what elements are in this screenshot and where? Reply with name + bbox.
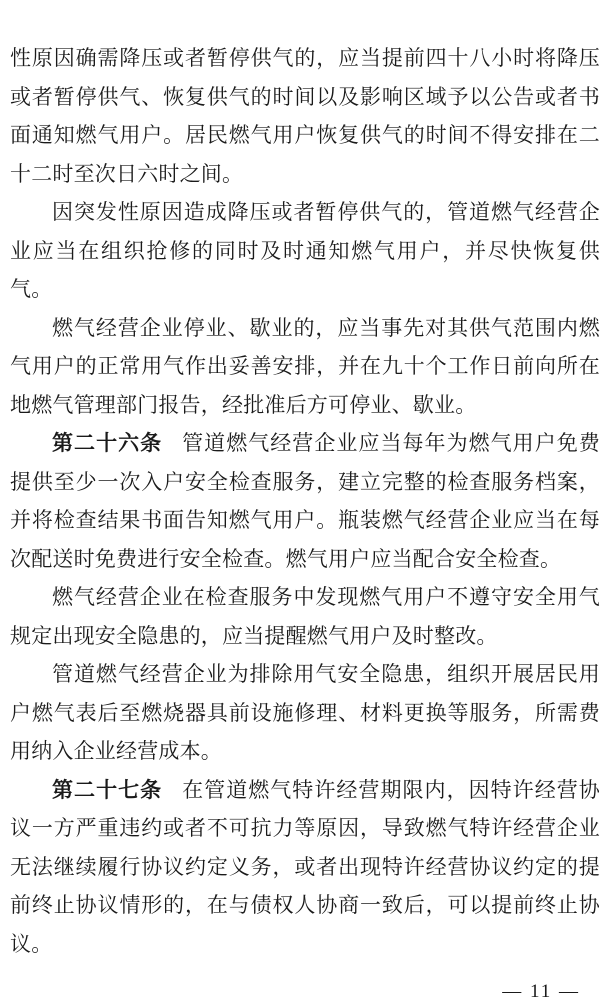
paragraph-safety-hazard-reminder: 燃气经营企业在检查服务中发现燃气用户不遵守安全用气规定出现安全隐患的，应当提醒燃气用户及时整改。 <box>10 585 600 648</box>
paragraph-supply-suspension-continued: 性原因确需降压或者暂停供气的，应当提前四十八小时将降压或者暂停供气、恢复供气的时间以及影响区域予以公告或者书面通知燃气用户。居民燃气用户恢复供气的时间不得安排在二十二时至次日六时之间。 <box>10 46 600 186</box>
paragraph-article-26 <box>10 424 600 578</box>
article-27-number: 第二十七条 <box>52 777 163 802</box>
article-26-number: 第二十六条 <box>52 431 163 455</box>
paragraph-emergency-pressure-drop: 因突发性原因造成降压或者暂停供气的，管道燃气经营企业应当在组织抢修的同时及时通知燃气用户，并尽快恢复供气。 <box>10 200 600 301</box>
paragraph-repair-services-cost: 管道燃气经营企业为排除用气安全隐患，组织开展居民用户燃气表后至燃烧器具前设施修理、材料更换等服务，所需费用纳入企业经营成本。 <box>10 662 600 763</box>
page-number: — 11 — <box>502 981 580 1002</box>
paragraph-business-closure: 燃气经营企业停业、歇业的，应当事先对其供气范围内燃气用户的正常用气作出妥善安排，并在九十个工作日前向所在地燃气管理部门报告，经批准后方可停业、歇业。 <box>10 315 600 417</box>
paragraph-article-27 <box>10 771 600 964</box>
article-26-text: 管道燃气经营企业应当每年为燃气用户免费提供至少一次入户安全检查服务，建立完整的检查服务档案，并将检查结果书面告知燃气用户。瓶装燃气经营企业应当在每次配送时免费进行安全检查。燃气用户应当配合安全检查。 <box>10 431 600 571</box>
article-27-text: 在管道燃气特许经营期限内，因特许经营协议一方严重违约或者不可抗力等原因，导致燃气特许经营企业无法继续履行协议约定义务，或者出现特许经营协议约定的提前终止协议情形的，在与债权人协商一致后，可以提前终止协议。 <box>10 777 600 956</box>
